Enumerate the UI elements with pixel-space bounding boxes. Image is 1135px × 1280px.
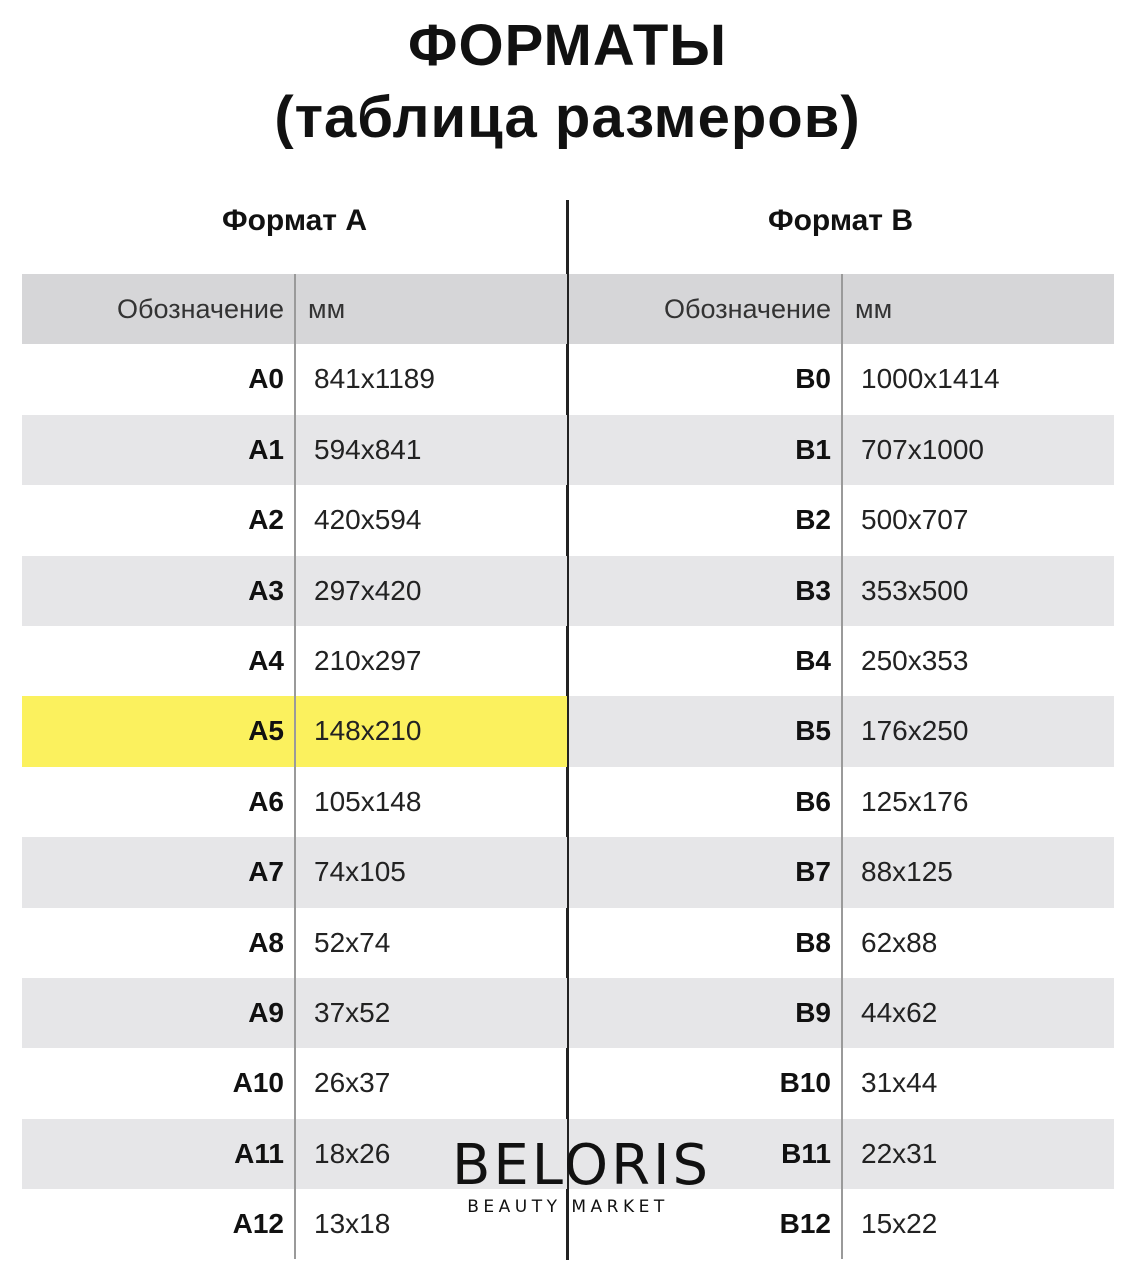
table-row bbox=[569, 837, 1114, 907]
column-header-unit: мм bbox=[841, 274, 1114, 344]
watermark-name: BELORIS bbox=[452, 1133, 712, 1198]
column-header-designation: Обозначение bbox=[664, 294, 831, 324]
format-size: 707x1000 bbox=[841, 415, 1114, 485]
format-code: A7 bbox=[248, 856, 284, 888]
table-row bbox=[569, 344, 1114, 414]
format-code: A5 bbox=[248, 715, 284, 747]
format-a-table bbox=[22, 274, 567, 1259]
format-size: 250x353 bbox=[841, 626, 1114, 696]
format-code: B10 bbox=[779, 1067, 831, 1099]
format-size: 18x26 bbox=[294, 1119, 567, 1189]
format-code: B3 bbox=[795, 574, 831, 606]
watermark-subtitle: BEAUTY MARKET bbox=[467, 1197, 669, 1217]
table-row bbox=[569, 978, 1114, 1048]
format-size: 52x74 bbox=[294, 908, 567, 978]
table-row bbox=[22, 1119, 567, 1189]
format-code: B2 bbox=[795, 504, 831, 536]
format-size: 13x18 bbox=[294, 1189, 567, 1259]
table-row bbox=[22, 978, 567, 1048]
format-code: A2 bbox=[248, 504, 284, 536]
format-code: A6 bbox=[248, 785, 284, 817]
format-size: 500x707 bbox=[841, 485, 1114, 555]
table-row bbox=[22, 626, 567, 696]
format-size: 88x125 bbox=[841, 837, 1114, 907]
table-row bbox=[569, 626, 1114, 696]
table-row bbox=[569, 908, 1114, 978]
format-code: B11 bbox=[781, 1137, 831, 1169]
table-row bbox=[22, 696, 567, 766]
table-row bbox=[569, 1189, 1114, 1259]
format-code: B5 bbox=[795, 715, 831, 747]
format-size: 44x62 bbox=[841, 978, 1114, 1048]
format-size: 105x148 bbox=[294, 767, 567, 837]
format-code: A10 bbox=[232, 1067, 284, 1099]
format-code: A8 bbox=[248, 926, 284, 958]
format-size: 353x500 bbox=[841, 556, 1114, 626]
table-row bbox=[22, 485, 567, 555]
table-row bbox=[22, 767, 567, 837]
format-size: 125x176 bbox=[841, 767, 1114, 837]
format-code: A3 bbox=[248, 574, 284, 606]
format-code: B1 bbox=[795, 433, 831, 465]
format-code: B7 bbox=[795, 856, 831, 888]
table-header-row bbox=[22, 274, 567, 344]
format-code: A0 bbox=[248, 363, 284, 395]
format-code: A12 bbox=[232, 1208, 284, 1240]
format-code: B12 bbox=[779, 1208, 831, 1240]
table-row bbox=[569, 767, 1114, 837]
table-row bbox=[22, 908, 567, 978]
table-header-row bbox=[569, 274, 1114, 344]
format-size: 594x841 bbox=[294, 415, 567, 485]
table-row bbox=[22, 837, 567, 907]
format-code: A11 bbox=[234, 1137, 284, 1169]
format-size: 74x105 bbox=[294, 837, 567, 907]
format-code: A1 bbox=[248, 433, 284, 465]
format-size: 841x1189 bbox=[294, 344, 567, 414]
section-title-format-a: Формат А bbox=[221, 204, 368, 237]
format-size: 15x22 bbox=[841, 1189, 1114, 1259]
column-header-unit: мм bbox=[294, 274, 567, 344]
format-size: 31x44 bbox=[841, 1048, 1114, 1118]
table-row bbox=[22, 556, 567, 626]
table-row bbox=[22, 415, 567, 485]
table-row bbox=[569, 1119, 1114, 1189]
table-row bbox=[569, 696, 1114, 766]
column-header-designation: Обозначение bbox=[117, 294, 284, 324]
table-row bbox=[569, 556, 1114, 626]
format-code: B4 bbox=[795, 644, 831, 676]
table-row bbox=[569, 1048, 1114, 1118]
page-title: ФОРМАТЫ bbox=[407, 13, 728, 78]
format-size: 62x88 bbox=[841, 908, 1114, 978]
format-size: 210x297 bbox=[294, 626, 567, 696]
page-subtitle: (таблица размеров) bbox=[274, 85, 861, 150]
table-row bbox=[22, 1048, 567, 1118]
format-code: A9 bbox=[248, 996, 284, 1028]
table-row bbox=[569, 485, 1114, 555]
format-size: 297x420 bbox=[294, 556, 567, 626]
format-code: B0 bbox=[795, 363, 831, 395]
format-size: 1000x1414 bbox=[841, 344, 1114, 414]
table-row bbox=[569, 415, 1114, 485]
format-code: A4 bbox=[248, 644, 284, 676]
format-size: 420x594 bbox=[294, 485, 567, 555]
format-code: B8 bbox=[795, 926, 831, 958]
format-code: B6 bbox=[795, 785, 831, 817]
format-code: B9 bbox=[795, 996, 831, 1028]
table-row bbox=[22, 1189, 567, 1259]
format-b-table bbox=[569, 274, 1114, 1259]
format-size: 22x31 bbox=[841, 1119, 1114, 1189]
section-title-format-b: Формат В bbox=[767, 204, 914, 237]
table-row bbox=[22, 344, 567, 414]
format-size: 37x52 bbox=[294, 978, 567, 1048]
format-size: 148x210 bbox=[294, 696, 567, 766]
format-size: 26x37 bbox=[294, 1048, 567, 1118]
format-size: 176x250 bbox=[841, 696, 1114, 766]
